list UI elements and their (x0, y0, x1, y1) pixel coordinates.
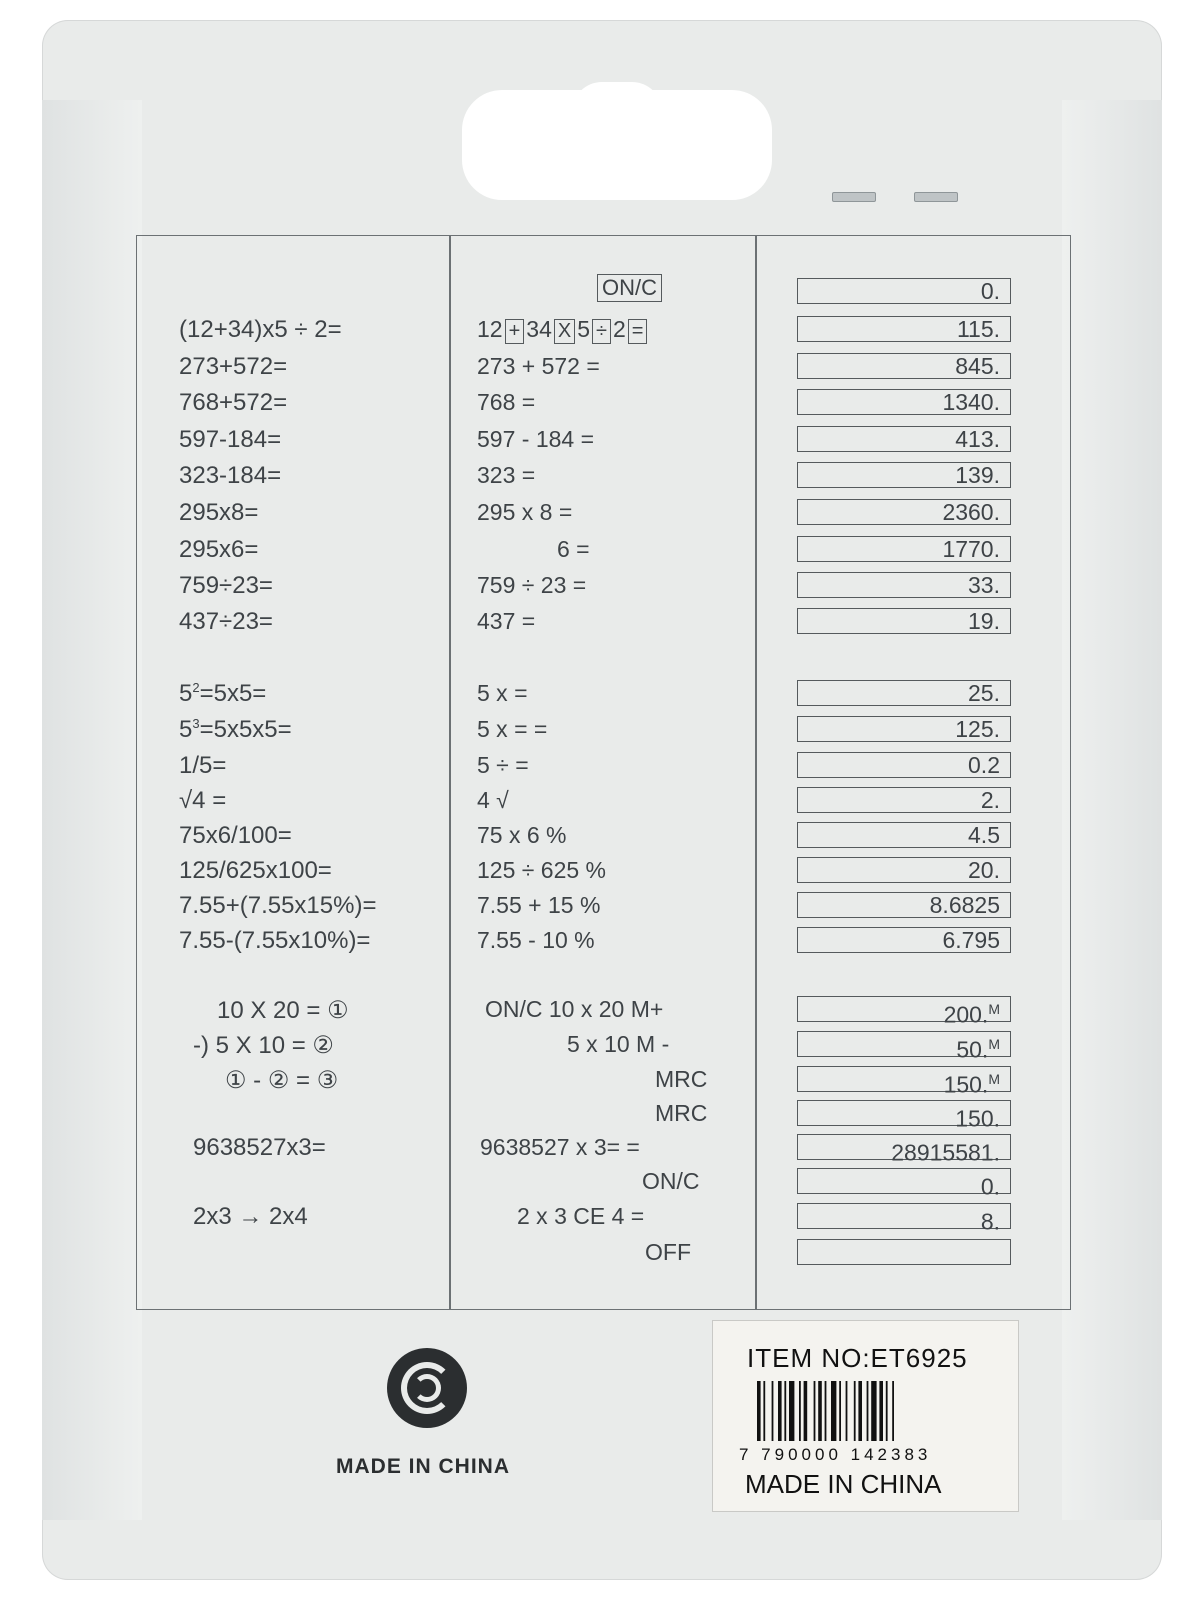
expression: 10 X 20 = ① (217, 997, 349, 1024)
display-result: 6.795 (797, 927, 1011, 953)
memory-indicator: M (988, 1036, 1000, 1052)
key-sequence: 768 = (477, 389, 536, 415)
barcode-bar (772, 1381, 774, 1441)
display-result: 8.6825 (797, 892, 1011, 918)
barcode-bar (871, 1381, 876, 1441)
result-value: 8. (980, 1208, 1000, 1235)
expression-rest: =5x5= (199, 680, 267, 707)
display-result: 33. (797, 572, 1011, 598)
display-result: 0.2 (797, 752, 1011, 778)
expression: 295x6= (179, 536, 259, 563)
key-sequence: 75 x 6 % (477, 822, 567, 848)
base: 5 (179, 716, 193, 743)
result-value: 28915581. (891, 1139, 1000, 1166)
display-result (797, 1203, 1011, 1235)
expression (179, 716, 292, 744)
key-sequence: 5 x = (477, 680, 528, 706)
digits: 34 (526, 316, 552, 342)
barcode-bar (839, 1381, 841, 1441)
display-result: 125. (797, 716, 1011, 742)
left-fold (42, 100, 142, 1520)
key-sequence: 7.55 - 10 % (477, 927, 595, 953)
barcode-number: 7 790000 142383 (739, 1445, 932, 1464)
display-result (797, 1066, 1011, 1098)
hang-hole-top (572, 82, 662, 112)
memory-indicator: M (988, 1071, 1000, 1087)
key: ÷ (592, 319, 611, 344)
base: 5 (179, 680, 193, 707)
key-sequence: 5 x = = (477, 716, 548, 742)
digits: 12 (477, 316, 503, 342)
expression (179, 680, 266, 708)
exponent: 3 (192, 716, 200, 731)
item-label-sticker (712, 1320, 1019, 1512)
key-sequence: MRC (655, 1100, 708, 1126)
display-result (797, 1134, 1011, 1166)
expression: √4 = (179, 787, 227, 814)
key-sequence: 4 √ (477, 787, 509, 813)
display-result: 845. (797, 353, 1011, 379)
key-sequence: 5 x 10 M - (567, 1031, 670, 1057)
expression: (12+34)x5 ÷ 2= (179, 316, 342, 343)
memory-indicator: M (988, 1001, 1000, 1017)
digits: 5 (577, 316, 591, 342)
barcode-bar (892, 1381, 894, 1441)
display-result: 2360. (797, 499, 1011, 525)
expression: 597-184= (179, 426, 282, 453)
made-in-china-text: MADE IN CHINA (336, 1455, 510, 1478)
calculator-package-card (42, 20, 1162, 1580)
expression: 125/625x100= (179, 857, 332, 884)
display-result (797, 1239, 1011, 1265)
display-result: 25. (797, 680, 1011, 706)
digits: 2 (613, 316, 626, 342)
staple (914, 192, 958, 202)
key-sequence: 597 - 184 = (477, 426, 595, 452)
key-sequence: 125 ÷ 625 % (477, 857, 606, 883)
key-sequence: ON/C 10 x 20 M+ (485, 996, 664, 1022)
staple (832, 192, 876, 202)
expression: 437÷23= (179, 608, 273, 635)
barcode-bar (818, 1381, 822, 1441)
barcode-bar (846, 1381, 848, 1441)
key: X (554, 319, 575, 344)
display-result (797, 1100, 1011, 1132)
key-sequence: 6 = (557, 536, 590, 562)
barcode-bar (831, 1381, 836, 1441)
barcode-bar (854, 1381, 856, 1441)
key-sequence (477, 316, 649, 344)
display-result: 4.5 (797, 822, 1011, 848)
barcode-bar (879, 1381, 883, 1441)
key-sequence: 759 ÷ 23 = (477, 572, 587, 598)
expression: 9638527x3= (193, 1134, 326, 1161)
result-value: 50. (956, 1036, 989, 1063)
expression: 323-184= (179, 462, 282, 489)
expression: 295x8= (179, 499, 259, 526)
display-result: 139. (797, 462, 1011, 488)
key: + (505, 319, 525, 344)
result-value: 150. (943, 1071, 989, 1098)
display-result: 0. (797, 278, 1011, 304)
key-sequence: OFF (645, 1239, 691, 1265)
barcode-bar (789, 1381, 794, 1441)
key-sequence: 2 x 3 CE 4 = (517, 1203, 645, 1229)
recycle-arrow-inner (413, 1374, 441, 1402)
key-sequence: 295 x 8 = (477, 499, 573, 525)
barcode-bar (814, 1381, 816, 1441)
expression: 768+572= (179, 389, 288, 416)
display-result: 19. (797, 608, 1011, 634)
made-in-china-label: MADE IN CHINA (745, 1469, 942, 1499)
key-sequence: 437 = (477, 608, 536, 634)
key-sequence: ON/C (642, 1168, 700, 1194)
expression: ① - ② = ③ (225, 1067, 339, 1094)
column-divider (449, 236, 451, 1309)
barcode-bar (799, 1381, 801, 1441)
key-sequence: 5 ÷ = (477, 752, 529, 778)
result-value: 0. (980, 1173, 1000, 1200)
key-sequence: 9638527 x 3= = (480, 1134, 640, 1160)
barcode-bar (867, 1381, 869, 1441)
key-sequence: 7.55 + 15 % (477, 892, 601, 918)
expression: 2x3 → 2x4 (193, 1203, 308, 1230)
column-divider (755, 236, 757, 1309)
expression: -) 5 X 10 = ② (193, 1032, 334, 1059)
key-sequence: MRC (655, 1066, 708, 1092)
expression: 273+572= (179, 353, 288, 380)
display-result: 20. (797, 857, 1011, 883)
result-value: 200. (943, 1001, 989, 1028)
expression-rest: =5x5x5= (199, 716, 292, 743)
display-result: 2. (797, 787, 1011, 813)
barcode-bar (825, 1381, 827, 1441)
expression: 759÷23= (179, 572, 273, 599)
barcode-bar (778, 1381, 782, 1441)
display-result: 1770. (797, 536, 1011, 562)
display-result (797, 1168, 1011, 1200)
expression: 1/5= (179, 752, 227, 779)
item-number: ITEM NO:ET6925 (747, 1343, 968, 1373)
display-result: 115. (797, 316, 1011, 342)
display-result (797, 1031, 1011, 1063)
barcode-bar (757, 1381, 761, 1441)
barcode-bar (763, 1381, 765, 1441)
barcode-bar (804, 1381, 808, 1441)
recycle-icon (387, 1348, 467, 1428)
display-result: 1340. (797, 389, 1011, 415)
barcode-bar (886, 1381, 888, 1441)
barcode-bar (858, 1381, 862, 1441)
key: = (628, 319, 648, 344)
key-sequence: 273 + 572 = (477, 353, 600, 379)
display-result: 413. (797, 426, 1011, 452)
result-value: 150. (955, 1105, 1000, 1132)
expression: 75x6/100= (179, 822, 292, 849)
on-c-key: ON/C (597, 274, 662, 302)
barcode-icon (757, 1381, 977, 1449)
instruction-table (136, 235, 1071, 1310)
expression: 7.55+(7.55x15%)= (179, 892, 377, 919)
exponent: 2 (192, 680, 200, 695)
display-result (797, 996, 1011, 1028)
right-fold (1062, 100, 1162, 1520)
key-sequence: 323 = (477, 462, 536, 488)
barcode-bar (784, 1381, 786, 1441)
expression: 7.55-(7.55x10%)= (179, 927, 371, 954)
